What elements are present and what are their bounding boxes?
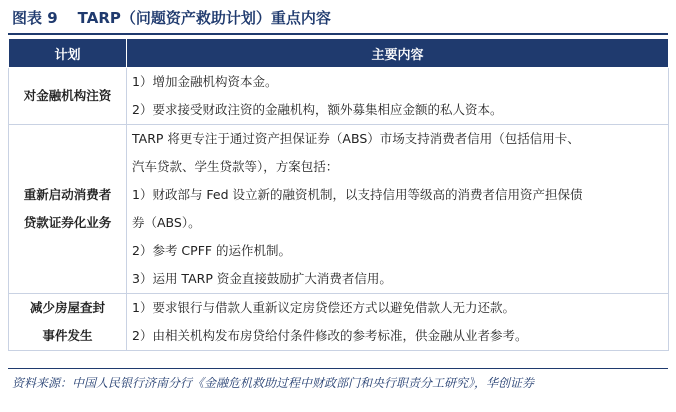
figure-title <box>12 6 331 30</box>
figure-label: 图表 9 <box>12 9 58 27</box>
content-line: 3）运用 TARP 资金直接鼓励扩大消费者信用。 <box>132 271 392 286</box>
plan-label: 事件发生 <box>42 328 93 343</box>
content-line: TARP 将更专注于通过资产担保证券（ABS）市场支持消费者信用（包括信用卡、 <box>132 131 580 146</box>
content-line: 2）由相关机构发布房贷给付条件修改的参考标准，供金融从业者参考。 <box>132 328 528 343</box>
plan-cell <box>9 68 127 125</box>
plan-label: 减少房屋查封 <box>29 300 105 315</box>
tarp-table <box>8 38 669 351</box>
content-cell <box>127 125 669 294</box>
plan-cell <box>9 294 127 351</box>
content-line: 1）财政部与 Fed 设立新的融资机制，以支持信用等级高的消费者信用资产担保债 <box>132 187 583 202</box>
content-line: 汽车贷款、学生贷款等），方案包括： <box>132 159 339 174</box>
content-line: 2）要求接受财政注资的金融机构，额外募集相应金额的私人资本。 <box>132 102 503 117</box>
bottom-rule <box>8 368 668 369</box>
plan-cell <box>9 125 127 294</box>
content-line: 2）参考 CPFF 的运作机制。 <box>132 243 292 258</box>
header-content: 主要内容 <box>127 39 669 68</box>
content-line: 1）要求银行与借款人重新议定房贷偿还方式以避免借款人无力还款。 <box>132 300 515 315</box>
header-plan: 计划 <box>9 39 127 68</box>
content-cell <box>127 294 669 351</box>
table-row <box>9 125 669 294</box>
plan-label: 对金融机构注资 <box>23 88 112 103</box>
figure-title-text: TARP（问题资产救助计划）重点内容 <box>77 9 331 27</box>
title-rule <box>8 33 668 35</box>
source-note: 资料来源：中国人民银行济南分行《金融危机救助过程中财政部门和央行职责分工研究》，华创证券 <box>12 376 535 390</box>
table-header-row <box>9 39 669 68</box>
content-cell <box>127 68 669 125</box>
content-line: 券（ABS）。 <box>132 215 201 230</box>
content-line: 1）增加金融机构资本金。 <box>132 74 278 89</box>
table-row <box>9 68 669 125</box>
table-row <box>9 294 669 351</box>
plan-label: 重新启动消费者 <box>23 187 112 202</box>
plan-label: 贷款证券化业务 <box>23 215 112 230</box>
